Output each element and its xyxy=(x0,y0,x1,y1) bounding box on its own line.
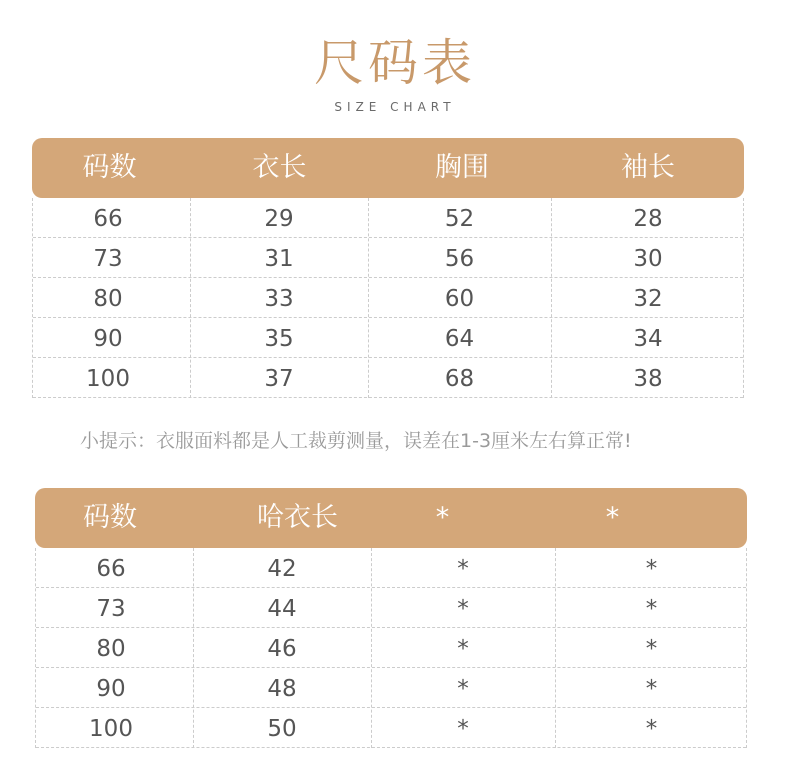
cell-chest: 60 xyxy=(444,286,475,312)
cell-chest: 68 xyxy=(444,366,475,392)
size-table-romper xyxy=(35,488,747,753)
table-row xyxy=(33,278,743,318)
cell-size: 66 xyxy=(93,206,123,232)
cell-size: 90 xyxy=(96,676,126,702)
cell-size: 73 xyxy=(96,596,126,622)
cell-chest: 64 xyxy=(444,326,475,352)
cell-size: 73 xyxy=(93,246,123,272)
table-row xyxy=(33,318,743,358)
cell-sleeve: 30 xyxy=(633,246,663,272)
cell-sleeve: 28 xyxy=(633,206,663,232)
cell-chest: 56 xyxy=(444,246,475,272)
cell-chest: 52 xyxy=(444,206,475,232)
measurement-tip: 小提示：衣服面料都是人工裁剪测量，误差在1-3厘米左右算正常! xyxy=(80,430,632,452)
cell-placeholder: * xyxy=(457,676,469,702)
table-header xyxy=(35,488,747,548)
cell-placeholder: * xyxy=(645,716,658,742)
header-size: 码数 xyxy=(82,152,137,183)
cell-size: 66 xyxy=(96,556,126,582)
cell-size: 100 xyxy=(89,716,133,742)
cell-placeholder: * xyxy=(457,716,469,742)
header-romper-length: 哈衣长 xyxy=(257,502,338,533)
header-chest: 胸围 xyxy=(435,152,489,183)
cell-size: 80 xyxy=(96,636,126,662)
header-length: 衣长 xyxy=(252,152,307,183)
cell-length: 33 xyxy=(264,286,294,312)
cell-size: 80 xyxy=(93,286,123,312)
table-row xyxy=(33,238,743,278)
header-placeholder: * xyxy=(605,502,620,533)
cell-romper-length: 46 xyxy=(267,636,297,662)
cell-romper-length: 44 xyxy=(267,596,297,622)
cell-length: 35 xyxy=(264,326,294,352)
cell-size: 90 xyxy=(93,326,123,352)
table-header xyxy=(32,138,744,198)
cell-placeholder: * xyxy=(645,556,658,582)
table-row xyxy=(36,708,746,748)
header-sleeve: 袖长 xyxy=(621,152,675,183)
cell-sleeve: 32 xyxy=(633,286,663,312)
cell-length: 29 xyxy=(264,206,294,232)
table-row xyxy=(36,588,746,628)
cell-length: 31 xyxy=(264,246,294,272)
size-table-main xyxy=(32,138,744,403)
cell-placeholder: * xyxy=(457,596,469,622)
page-subtitle: SIZE CHART xyxy=(334,100,456,114)
cell-placeholder: * xyxy=(645,596,658,622)
cell-placeholder: * xyxy=(645,676,658,702)
cell-romper-length: 42 xyxy=(267,556,297,582)
table-row xyxy=(33,198,743,238)
cell-romper-length: 50 xyxy=(267,716,297,742)
table-row xyxy=(36,548,746,588)
cell-romper-length: 48 xyxy=(267,676,297,702)
cell-length: 37 xyxy=(264,366,294,392)
table-row xyxy=(36,668,746,708)
cell-placeholder: * xyxy=(457,556,469,582)
table-body xyxy=(32,198,744,398)
header-placeholder: * xyxy=(435,502,450,533)
table-row xyxy=(33,358,743,398)
cell-sleeve: 34 xyxy=(633,326,663,352)
page-title: 尺码表 xyxy=(314,34,476,92)
header-size: 码数 xyxy=(83,502,137,533)
cell-size: 100 xyxy=(86,366,130,392)
cell-placeholder: * xyxy=(457,636,469,662)
cell-placeholder: * xyxy=(645,636,658,662)
table-row xyxy=(36,628,746,668)
cell-sleeve: 38 xyxy=(633,366,663,392)
table-body xyxy=(35,548,747,748)
